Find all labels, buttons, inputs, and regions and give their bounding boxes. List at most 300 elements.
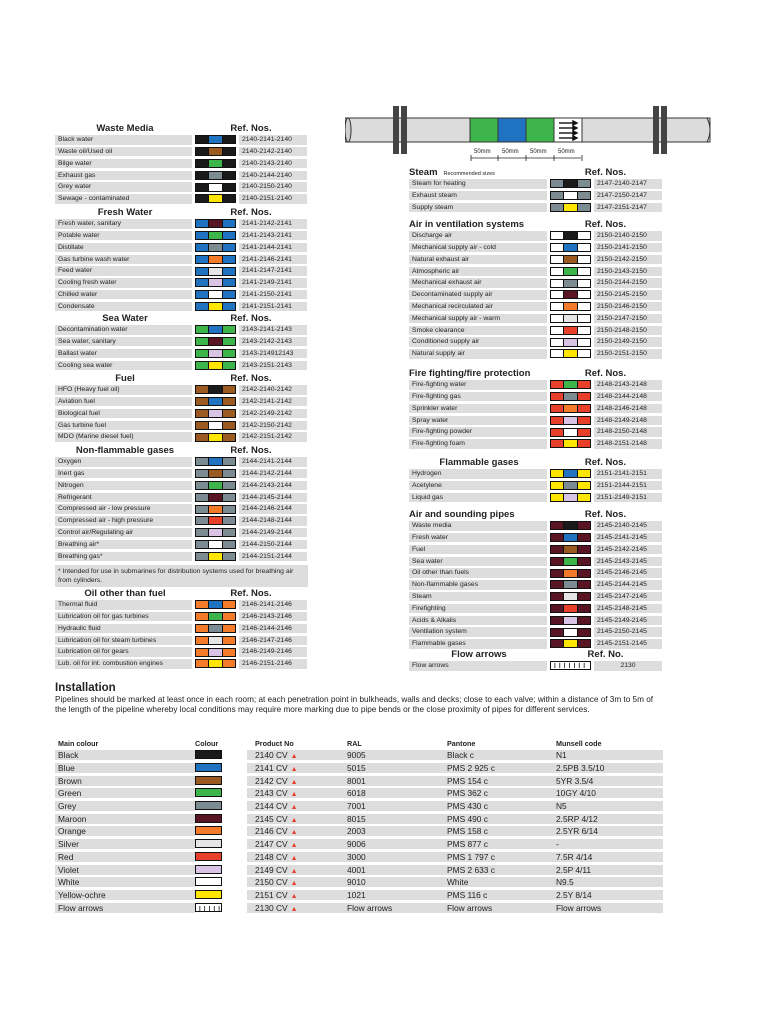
pipe-band-green-1 <box>470 118 498 142</box>
cell-munsell: 5YR 3.5/4 <box>543 776 663 786</box>
cell-ral: 6018 <box>317 788 432 798</box>
section-sea-water <box>55 312 307 371</box>
pipe-code-row <box>409 190 662 202</box>
colour-table-row <box>55 774 663 787</box>
section-fresh-water <box>55 206 307 312</box>
row-ref-no: 2141-2150-2141 <box>239 290 307 300</box>
colour-table-row <box>55 889 663 902</box>
row-ref-no: 2147-2151-2147 <box>594 203 662 213</box>
row-ref-no: 2142-2151-2142 <box>239 432 307 442</box>
cell-ral: Flow arrows <box>317 903 432 913</box>
pipe-dim-2: 50mm <box>502 149 519 155</box>
cell-colour <box>195 839 247 849</box>
ref-header: Ref. Nos. <box>584 457 627 468</box>
colour-swatch <box>195 648 236 657</box>
cell-munsell: N9.5 <box>543 877 663 887</box>
row-label: Refrigerant <box>55 493 192 503</box>
warning-triangle-icon: ▲ <box>290 766 298 774</box>
pipe-code-row <box>55 324 307 336</box>
cell-product-no <box>247 776 317 786</box>
cell-munsell: 2.5P 4/11 <box>543 865 663 875</box>
colour-table-row <box>55 800 663 813</box>
row-ref-no: 2141-2149-2141 <box>239 278 307 288</box>
pipe-code-row <box>55 623 307 635</box>
row-label: Natural exhaust air <box>409 255 547 265</box>
colour-swatch <box>550 243 591 252</box>
row-label: Exhaust steam <box>409 191 547 201</box>
pipe-code-row <box>409 492 662 504</box>
section-header <box>409 508 662 520</box>
row-label: Sewage - contaminated <box>55 194 192 204</box>
ref-header: Ref. Nos. <box>230 123 272 134</box>
cell-colour <box>195 776 247 786</box>
colour-swatch <box>195 267 236 276</box>
header-ral: RAL <box>347 738 362 748</box>
row-label: Compressed air - low pressure <box>55 504 192 514</box>
row-ref-no: 2140-2143-2140 <box>239 159 307 169</box>
pipe-code-row <box>409 468 662 480</box>
colour-swatch <box>550 481 591 490</box>
colour-swatch <box>195 421 236 430</box>
colour-swatch <box>550 326 591 335</box>
row-label: MDO (Marine diesel fuel) <box>55 432 192 442</box>
section-title <box>55 373 195 384</box>
cell-main-colour: Blue <box>55 763 195 773</box>
pipe-code-row <box>55 230 307 242</box>
row-ref-no: 2142-2140-2142 <box>239 385 307 395</box>
row-ref-no: 2144-2145-2144 <box>239 493 307 503</box>
colour-swatch <box>195 183 236 192</box>
row-ref-no: 2141-2144-2141 <box>239 243 307 253</box>
row-ref-no: 2140-2151-2140 <box>239 194 307 204</box>
colour-swatch <box>195 337 236 346</box>
pipe-dim-3: 50mm <box>530 149 547 155</box>
pipe-code-row <box>409 544 662 556</box>
row-label: Conditioned supply air <box>409 337 547 347</box>
cell-colour <box>195 788 247 798</box>
pipe-code-row <box>55 134 307 146</box>
pipe-code-row <box>55 384 307 396</box>
colour-table-row <box>55 825 663 838</box>
header-colour: Colour <box>195 738 219 748</box>
section-title <box>409 368 549 379</box>
row-label: Nitrogen <box>55 481 192 491</box>
row-label: Control air/Regulating air <box>55 528 192 538</box>
section-title <box>55 123 195 134</box>
row-label: Steam for heating <box>409 179 547 189</box>
pipe-dim-4: 50mm <box>558 149 575 155</box>
cell-product-no <box>247 814 317 824</box>
cell-product-no <box>247 865 317 875</box>
row-ref-no: 2141-2151-2141 <box>239 302 307 312</box>
colour-swatch <box>195 903 222 912</box>
pipe-code-row <box>55 503 307 515</box>
pipe-code-row <box>409 289 662 301</box>
cell-product-no <box>247 890 317 900</box>
pipe-code-row <box>55 468 307 480</box>
pipe-code-row <box>55 348 307 360</box>
row-label: Hydrogen <box>409 469 547 479</box>
colour-swatch <box>195 469 236 478</box>
row-ref-no: 2145-2150-2145 <box>594 627 662 637</box>
ref-header: Ref. Nos. <box>230 373 272 384</box>
product-no-text: 2140 CV <box>255 750 288 761</box>
colour-swatch <box>195 194 236 203</box>
row-ref-no: 2140-2150-2140 <box>239 182 307 192</box>
row-label: Mechanical supply air - warm <box>409 314 547 324</box>
pipe-code-row <box>55 301 307 313</box>
row-ref-no: 2148-2144-2148 <box>594 392 662 402</box>
row-label: Sea water, sanitary <box>55 337 192 347</box>
row-ref-no: 2148-2150-2148 <box>594 427 662 437</box>
section-title <box>409 457 549 468</box>
row-label: Atmospheric air <box>409 267 547 277</box>
row-label: Gas turbine wash water <box>55 255 192 265</box>
pipe-code-row <box>55 599 307 611</box>
section-header <box>409 456 662 468</box>
row-label: Non-flammable gases <box>409 580 547 590</box>
colour-swatch <box>550 521 591 530</box>
colour-swatch <box>550 191 591 200</box>
row-ref-no: 2148-2151-2148 <box>594 439 662 449</box>
row-ref-no: 2146-2149-2146 <box>239 647 307 657</box>
section-title <box>409 649 549 660</box>
row-ref-no: 2144-2143-2144 <box>239 481 307 491</box>
row-label: Ballast water <box>55 349 192 359</box>
cell-pantone: PMS 154 c <box>432 776 543 786</box>
pipe-code-row <box>409 254 662 266</box>
product-no-text: 2148 CV <box>255 851 288 862</box>
section-title <box>55 588 195 599</box>
colour-swatch <box>195 325 236 334</box>
row-label: Gas turbine fuel <box>55 421 192 431</box>
section-steam <box>409 166 662 213</box>
warning-triangle-icon: ▲ <box>290 816 298 824</box>
colour-swatch <box>550 439 591 448</box>
row-label: Lub. oil for int. combustion engines <box>55 659 192 669</box>
cell-ral: 8001 <box>317 776 432 786</box>
row-ref-no: 2151-2144-2151 <box>594 481 662 491</box>
pipe-code-row <box>409 438 662 450</box>
colour-swatch <box>195 540 236 549</box>
row-ref-no: 2141-2142-2141 <box>239 219 307 229</box>
pipe-code-row <box>55 218 307 230</box>
cell-munsell: Flow arrows <box>543 903 663 913</box>
row-label: Oil other than fuels <box>409 568 547 578</box>
row-ref-no: 2143-2141-2143 <box>239 325 307 335</box>
cell-product-no <box>247 750 317 760</box>
cell-ral: 4001 <box>317 865 432 875</box>
colour-swatch <box>195 552 236 561</box>
row-ref-no: 2145-2141-2145 <box>594 533 662 543</box>
row-ref-no: 2146-2144-2146 <box>239 624 307 634</box>
row-label: Mechanical recirculated air <box>409 302 547 312</box>
colour-swatch <box>550 628 591 637</box>
cell-product-no <box>247 839 317 849</box>
colour-swatch <box>195 409 236 418</box>
row-ref-no: 2147-2140-2147 <box>594 179 662 189</box>
row-ref-no: 2140-2142-2140 <box>239 147 307 157</box>
cell-pantone: Black c <box>432 750 543 760</box>
header-product-no: Product No <box>255 738 294 748</box>
colour-swatch <box>195 243 236 252</box>
warning-triangle-icon: ▲ <box>290 854 298 862</box>
row-ref-no: 2145-2151-2145 <box>594 639 662 649</box>
cell-main-colour: Flow arrows <box>55 903 195 913</box>
colour-table-row <box>55 787 663 800</box>
row-label: Sprinkler water <box>409 404 547 414</box>
row-ref-no: 2150-2151-2150 <box>594 349 662 359</box>
colour-swatch <box>550 533 591 542</box>
row-label: Feed water <box>55 266 192 276</box>
row-ref-no: 2150-2145-2150 <box>594 290 662 300</box>
cell-main-colour: White <box>55 877 195 887</box>
row-label: Flammable gases <box>409 639 547 649</box>
section-title-text: Flammable gases <box>439 457 519 468</box>
cell-pantone: PMS 158 c <box>432 826 543 836</box>
pipe-band-green-2 <box>526 118 554 142</box>
cell-munsell: N5 <box>543 801 663 811</box>
row-ref-no: 2150-2142-2150 <box>594 255 662 265</box>
row-ref-no: 2150-2140-2150 <box>594 231 662 241</box>
section-title-text: Flow arrows <box>451 649 507 660</box>
ref-header: Ref. Nos. <box>584 219 627 230</box>
row-ref-no: 2144-2148-2144 <box>239 516 307 526</box>
colour-swatch <box>550 179 591 188</box>
pipe-code-row <box>55 289 307 301</box>
row-label: Supply steam <box>409 203 547 213</box>
cell-munsell: 2.5PB 3.5/10 <box>543 763 663 773</box>
cell-munsell: N1 <box>543 750 663 760</box>
installation-text: Pipelines should be marked at least once in each room; at each penetration point in bulkheads, walls and decks; close to each valve; within a distance of 3m to 5m of the length of the pipeline whereby local conditions may require more marking due to pipe bends or the close proximity of pipes for different services. <box>55 695 654 714</box>
colour-swatch <box>195 493 236 502</box>
recommended-sizes-label: Recommended sizes <box>443 171 495 177</box>
row-ref-no: 2145-2143-2145 <box>594 557 662 567</box>
section-non-flammable-gases <box>55 444 307 562</box>
row-ref-no: 2142-2141-2142 <box>239 397 307 407</box>
row-ref-no: 2144-2141-2144 <box>239 457 307 467</box>
cell-main-colour: Green <box>55 788 195 798</box>
section-air-and-sounding-pipes <box>409 508 662 650</box>
colour-swatch <box>550 592 591 601</box>
pipe-code-row <box>409 242 662 254</box>
cell-ral: 9010 <box>317 877 432 887</box>
pipe-code-row <box>409 626 662 638</box>
colour-table-row <box>55 851 663 864</box>
row-label: Sea water <box>409 557 547 567</box>
row-ref-no: 2141-2147-2141 <box>239 266 307 276</box>
ref-header: Ref. Nos. <box>584 167 627 178</box>
colour-swatch <box>550 616 591 625</box>
cell-colour <box>195 852 247 862</box>
header-pantone: Pantone <box>447 738 476 748</box>
row-label: Fresh water <box>409 533 547 543</box>
section-title <box>55 313 195 324</box>
section-title-text: Fuel <box>115 373 135 384</box>
section-flow-arrows <box>409 648 662 672</box>
row-label: Waste media <box>409 521 547 531</box>
cell-pantone: White <box>432 877 543 887</box>
row-ref-no: 2144-2142-2144 <box>239 469 307 479</box>
row-ref-no: 2145-2146-2145 <box>594 568 662 578</box>
colour-swatch <box>195 135 236 144</box>
cell-ral: 8015 <box>317 814 432 824</box>
colour-swatch <box>550 279 591 288</box>
pipe-code-row <box>409 391 662 403</box>
cell-product-no <box>247 801 317 811</box>
pipe-code-row <box>409 591 662 603</box>
cell-colour <box>195 826 247 836</box>
cell-product-no <box>247 877 317 887</box>
pipe-code-row <box>409 301 662 313</box>
row-ref-no: 2145-2142-2145 <box>594 545 662 555</box>
row-ref-no: 2146-2151-2146 <box>239 659 307 669</box>
pipe-code-row <box>55 336 307 348</box>
colour-swatch <box>195 636 236 645</box>
section-header <box>55 122 307 134</box>
section-title <box>55 445 195 456</box>
pipe-code-row <box>55 527 307 539</box>
section-fire-fighting-fire-protection <box>409 367 662 450</box>
pipe-code-row <box>409 277 662 289</box>
row-ref-no: 2145-2140-2145 <box>594 521 662 531</box>
pipe-code-row <box>409 567 662 579</box>
row-ref-no: 2130 <box>594 661 662 671</box>
cell-munsell: 2.5Y 8/14 <box>543 890 663 900</box>
warning-triangle-icon: ▲ <box>290 778 298 786</box>
row-ref-no: 2142-2149-2142 <box>239 409 307 419</box>
cell-munsell: 2.5YR 6/14 <box>543 826 663 836</box>
row-label: Mechanical exhaust air <box>409 278 547 288</box>
colour-swatch <box>550 661 591 670</box>
pipe-code-row <box>55 253 307 265</box>
row-ref-no: 2146-2147-2146 <box>239 636 307 646</box>
pipe-code-row <box>409 426 662 438</box>
section-header <box>55 372 307 384</box>
colour-swatch <box>550 639 591 648</box>
pipe-code-row <box>409 520 662 532</box>
section-header <box>55 206 307 218</box>
colour-swatch <box>195 385 236 394</box>
colour-swatch <box>195 457 236 466</box>
product-no-text: 2150 CV <box>255 877 288 888</box>
row-label: Liquid gas <box>409 493 547 503</box>
pipe-code-row <box>55 491 307 503</box>
colour-swatch <box>550 290 591 299</box>
row-label: Condensate <box>55 302 192 312</box>
pipe-code-row <box>409 660 662 672</box>
row-label: Fire-fighting foam <box>409 439 547 449</box>
colour-swatch <box>550 416 591 425</box>
pipe-code-row <box>55 408 307 420</box>
row-label: Acids & Alkalis <box>409 616 547 626</box>
pipe-code-row <box>55 515 307 527</box>
colour-swatch <box>195 801 222 810</box>
product-no-text: 2141 CV <box>255 763 288 774</box>
row-label: Flow arrows <box>409 661 547 671</box>
row-label: Natural supply air <box>409 349 547 359</box>
row-label: Spray water <box>409 416 547 426</box>
warning-triangle-icon: ▲ <box>290 892 298 900</box>
cell-munsell: 10GY 4/10 <box>543 788 663 798</box>
pipe-code-row <box>409 614 662 626</box>
cell-pantone: PMS 430 c <box>432 801 543 811</box>
row-ref-no: 2151-2149-2151 <box>594 493 662 503</box>
row-ref-no: 2143-2142-2143 <box>239 337 307 347</box>
cell-colour <box>195 814 247 824</box>
pipe-code-row <box>55 658 307 670</box>
colour-swatch <box>195 659 236 668</box>
row-label: Discharge air <box>409 231 547 241</box>
row-label: Lubrication oil for gears <box>55 647 192 657</box>
section-title <box>55 207 195 218</box>
colour-swatch <box>550 545 591 554</box>
section-title <box>409 167 549 178</box>
cell-colour <box>195 750 247 760</box>
section-title-text: Fresh Water <box>97 207 153 218</box>
product-no-text: 2146 CV <box>255 826 288 837</box>
section-title <box>409 219 549 230</box>
ref-header: Ref. Nos. <box>584 509 627 520</box>
colour-swatch <box>195 814 222 823</box>
row-ref-no: 2150-2141-2150 <box>594 243 662 253</box>
row-label: Oxygen <box>55 457 192 467</box>
colour-swatch <box>195 433 236 442</box>
ref-header: Ref. Nos. <box>230 207 272 218</box>
colour-swatch <box>550 255 591 264</box>
colour-table-row <box>55 838 663 851</box>
colour-swatch <box>550 392 591 401</box>
colour-swatch <box>550 569 591 578</box>
colour-swatch <box>195 219 236 228</box>
colour-table-row <box>55 863 663 876</box>
warning-triangle-icon: ▲ <box>290 842 298 850</box>
row-label: Fire-fighting powder <box>409 427 547 437</box>
colour-table-body <box>55 749 663 914</box>
cell-main-colour: Silver <box>55 839 195 849</box>
colour-swatch <box>195 788 222 797</box>
row-ref-no: 2144-2151-2144 <box>239 552 307 562</box>
colour-swatch <box>195 776 222 785</box>
row-label: Aviation fuel <box>55 397 192 407</box>
colour-swatch <box>195 624 236 633</box>
row-label: Bilge water <box>55 159 192 169</box>
cell-pantone: PMS 877 c <box>432 839 543 849</box>
colour-swatch <box>195 481 236 490</box>
warning-triangle-icon: ▲ <box>290 880 298 888</box>
row-ref-no: 2145-2144-2145 <box>594 580 662 590</box>
warning-triangle-icon: ▲ <box>290 905 298 913</box>
pipe-code-row <box>55 396 307 408</box>
colour-swatch <box>550 580 591 589</box>
cell-ral: 9006 <box>317 839 432 849</box>
pipe-code-row <box>55 480 307 492</box>
section-waste-media <box>55 122 307 205</box>
row-label: Fire-fighting water <box>409 380 547 390</box>
cell-ral: 5015 <box>317 763 432 773</box>
colour-swatch <box>550 267 591 276</box>
colour-table-row <box>55 762 663 775</box>
warning-triangle-icon: ▲ <box>290 867 298 875</box>
section-title-text: Oil other than fuel <box>84 588 166 599</box>
cell-colour <box>195 801 247 811</box>
ref-header: Ref. Nos. <box>230 445 272 456</box>
row-label: Smoke clearance <box>409 326 547 336</box>
product-no-text: 2144 CV <box>255 801 288 812</box>
pipe-code-row <box>55 419 307 431</box>
row-label: Cooling sea water <box>55 361 192 371</box>
row-label: Acetylene <box>409 481 547 491</box>
